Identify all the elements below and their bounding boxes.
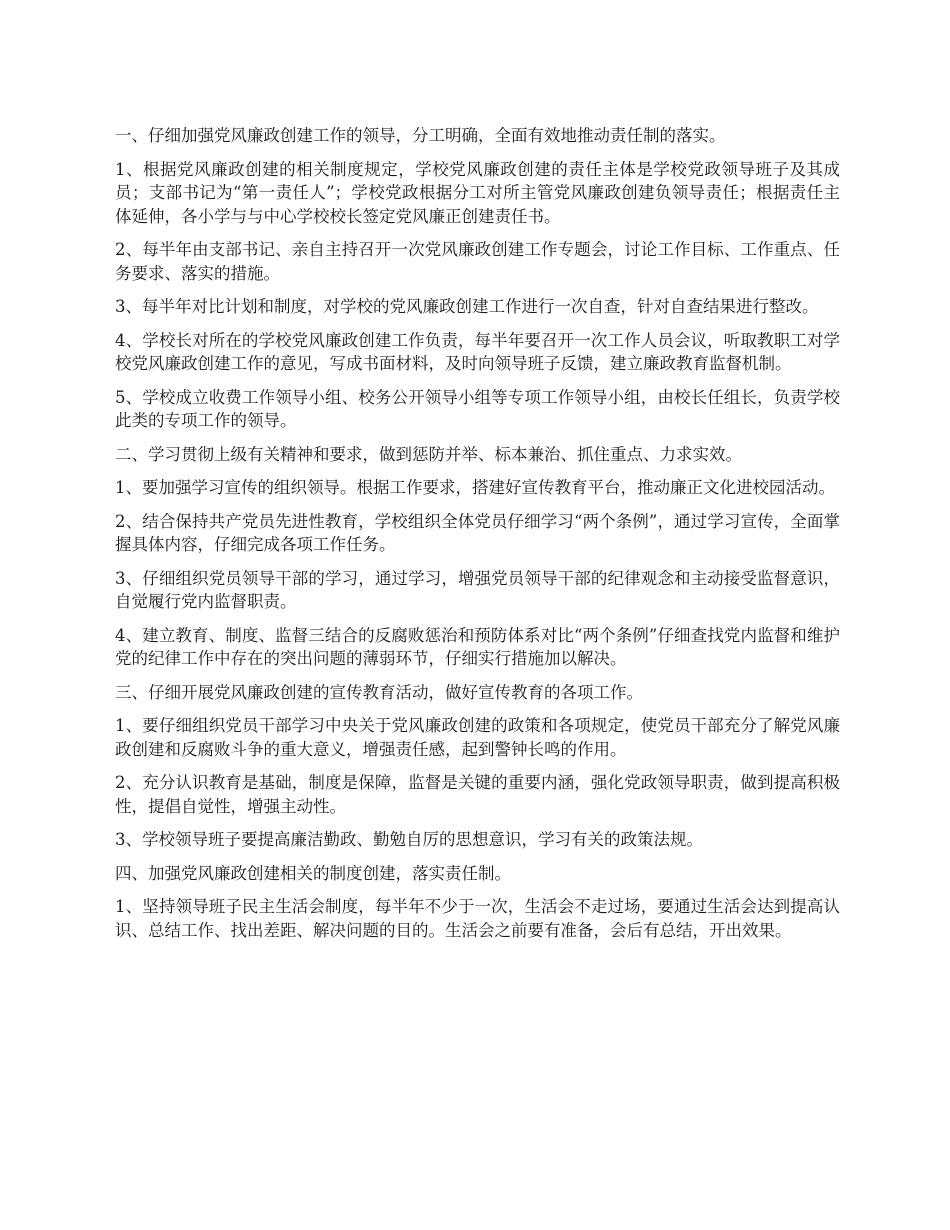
paragraph: 2、结合保持共产党员先进性教育，学校组织全体党员仔细学习“两个条例”，通过学习宣传，全面掌握具体内容，仔细完成各项工作任务。 bbox=[115, 511, 840, 554]
document-body bbox=[115, 124, 840, 952]
paragraph: 2、充分认识教育是基础，制度是保障，监督是关键的重要内涵，强化党政领导职责，做到提高积极性，提倡自觉性，增强主动性。 bbox=[115, 773, 840, 816]
paragraph: 1、要仔细组织党员干部学习中央关于党风廉政创建的政策和各项规定，使党员干部充分了解党风廉政创建和反腐败斗争的重大意义，增强责任感，起到警钟长鸣的作用。 bbox=[115, 716, 840, 759]
paragraph: 1、坚持领导班子民主生活会制度，每半年不少于一次，生活会不走过场，要通过生活会达到提高认识、总结工作、找出差距、解决问题的目的。生活会之前要有准备，会后有总结，开出效果。 bbox=[115, 897, 840, 940]
section-heading-1: 一、仔细加强党风廉政创建工作的领导，分工明确，全面有效地推动责任制的落实。 bbox=[115, 126, 726, 145]
paragraph: 1、要加强学习宣传的组织领导。根据工作要求，搭建好宣传教育平台，推动廉正文化进校园活动。 bbox=[115, 478, 835, 497]
paragraph: 4、建立教育、制度、监督三结合的反腐败惩治和预防体系对比“两个条例”仔细查找党内监督和维护党的纪律工作中存在的突出问题的薄弱环节，仔细实行措施加以解决。 bbox=[115, 625, 840, 668]
paragraph: 1、根据党风廉政创建的相关制度规定，学校党风廉政创建的责任主体是学校党政领导班子及其成员；支部书记为“第一责任人”；学校党政根据分工对所主管党风廉政创建负领导责任；根据责任主体延伸，各小学与与中心学校校长签定党风廉正创建责任书。 bbox=[115, 159, 840, 226]
paragraph: 2、每半年由支部书记、亲自主持召开一次党风廉政创建工作专题会，讨论工作目标、工作重点、任务要求、落实的措施。 bbox=[115, 240, 840, 283]
section-heading-4: 四、加强党风廉政创建相关的制度创建，落实责任制。 bbox=[115, 863, 511, 883]
section-heading-3: 三、仔细开展党风廉政创建的宣传教育活动，做好宣传教育的各项工作。 bbox=[115, 682, 643, 702]
paragraph: 5、学校成立收费工作领导小组、校务公开领导小组等专项工作领导小组，由校长任组长，负责学校此类的专项工作的领导。 bbox=[115, 387, 840, 430]
section-heading-2: 二、学习贯彻上级有关精神和要求，做到惩防并举、标本兼治、抓住重点、力求实效。 bbox=[115, 444, 742, 464]
paragraph: 3、仔细组织党员领导干部的学习，通过学习，增强党员领导干部的纪律观念和主动接受监督意识，自觉履行党内监督职责。 bbox=[115, 568, 840, 611]
paragraph: 3、每半年对比计划和制度，对学校的党风廉政创建工作进行一次自查，针对自查结果进行整改。 bbox=[115, 297, 819, 316]
paragraph: 3、学校领导班子要提高廉洁勤政、勤勉自厉的思想意识，学习有关的政策法规。 bbox=[115, 830, 703, 849]
paragraph: 4、学校长对所在的学校党风廉政创建工作负责，每半年要召开一次工作人员会议，听取教职工对学校党风廉政创建工作的意见，写成书面材料，及时向领导班子反馈，建立廉政教育监督机制。 bbox=[115, 330, 840, 373]
